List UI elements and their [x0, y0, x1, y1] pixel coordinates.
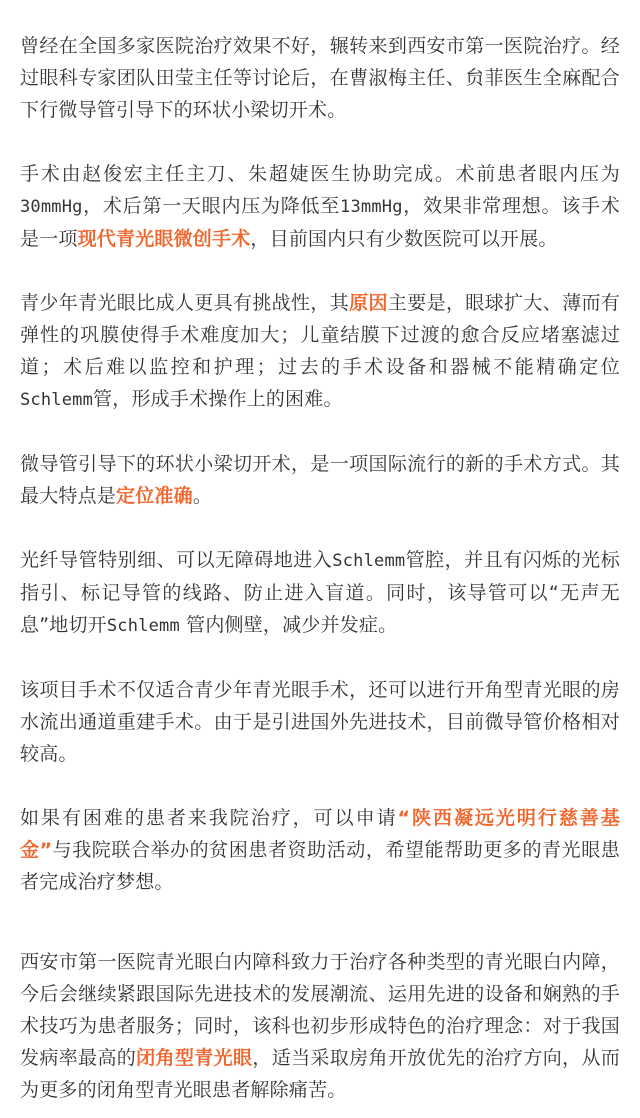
paragraph-text: 与我院联合举办的贫困患者资助活动，希望能帮助更多的青光眼患者完成治疗梦想。	[20, 839, 620, 893]
paragraph-spacer	[20, 255, 620, 287]
schlemm-term: Schlemm	[106, 616, 180, 636]
paragraph-text: 微导管引导下的环状小梁切开术，是一项国际流行的新的手术方式。其最大特点是	[20, 453, 620, 507]
paragraph-text: 该项目手术不仅适合青少年青光眼手术，还可以进行开角型青光眼的房水流出通道重建手术。由于是引进国外先进技术，目前微导管价格相对较高。	[20, 679, 620, 765]
paragraph-department	[20, 946, 620, 1106]
highlight-precise-positioning: 定位准确	[116, 485, 193, 507]
highlight-reason: 原因	[349, 292, 388, 314]
paragraph-spacer	[20, 126, 620, 158]
paragraph-text: 管内侧壁，减少并发症。	[179, 614, 398, 636]
schlemm-term: Schlemm	[332, 551, 406, 571]
paragraph-text: ，适当采取房角开放优先的治疗方向，从而为更多的闭角型青光眼患者解除痛苦。	[20, 1047, 621, 1101]
highlight-minimally-invasive-surgery: 现代青光眼微创手术	[77, 228, 251, 250]
paragraph-spacer	[20, 770, 620, 802]
highlight-angle-closure-glaucoma: 闭角型青光眼	[136, 1047, 253, 1069]
paragraph-text: 手术由赵俊宏主任主刀、朱超婕医生协助完成。术前患者眼内压为	[20, 163, 620, 185]
paragraph-text: 如果有困难的患者来我院治疗，可以申请	[20, 807, 398, 829]
paragraph-charity	[20, 802, 620, 898]
paragraph-text: ，术后第一天眼内压为降低至	[82, 195, 341, 217]
paragraph-spacer	[20, 512, 620, 544]
paragraph-spacer	[20, 642, 620, 674]
paragraph-text: 光纤导管特别细、可以无障碍地进入	[20, 549, 333, 571]
paragraph-catheter	[20, 544, 620, 642]
paragraph-text: ，目前国内只有少数医院可以开展。	[250, 228, 558, 250]
paragraph-text: 曾经在全国多家医院治疗效果不好，辗转来到西安市第一医院治疗。经过眼科专家团队田莹主任等讨论后，在曹淑梅主任、贠菲医生全麻配合下行微导管引导下的环状小梁切开术。	[20, 35, 620, 121]
pressure-after: 13mmHg	[340, 197, 403, 217]
paragraph-spacer	[20, 898, 620, 946]
paragraph-spacer	[20, 416, 620, 448]
paragraph-surgery	[20, 158, 620, 255]
paragraph-text: 管，形成手术操作上的困难。	[93, 388, 343, 410]
pressure-before: 30mmHg	[20, 197, 83, 217]
paragraph-text: 主要是，眼球扩大、薄而有弹性的巩膜使得手术难度加大；儿童结膜下过渡的愈合反应堵塞滤过道；术后难以监控和护理；过去的手术设备和器械不能精确定位	[20, 292, 621, 378]
paragraph-challenges	[20, 287, 620, 416]
paragraph-text: 。	[192, 485, 213, 507]
paragraph-text: ，效果非常理想。该手术是一项	[20, 195, 621, 250]
paragraph-history	[20, 30, 620, 126]
paragraph-text: 管腔，并且有闪烁的光标指引、标记导管的线路、防止进入盲道。同时，该导管可以“无声无息”地切开	[20, 549, 620, 636]
highlight-charity-fund: “陕西凝远光明行慈善基金”	[20, 807, 620, 861]
paragraph-technique	[20, 448, 620, 512]
schlemm-term: Schlemm	[20, 390, 94, 410]
paragraph-scope	[20, 674, 620, 770]
paragraph-text: 青少年青光眼比成人更具有挑战性，其	[20, 292, 350, 314]
paragraph-text: 西安市第一医院青光眼白内障科致力于治疗各种类型的青光眼白内障，今后会继续紧跟国际先进技术的发展潮流、运用先进的设备和娴熟的手术技巧为患者服务；同时，该科也初步形成特色的治疗理念：对于我国发病率最高的	[20, 951, 620, 1069]
